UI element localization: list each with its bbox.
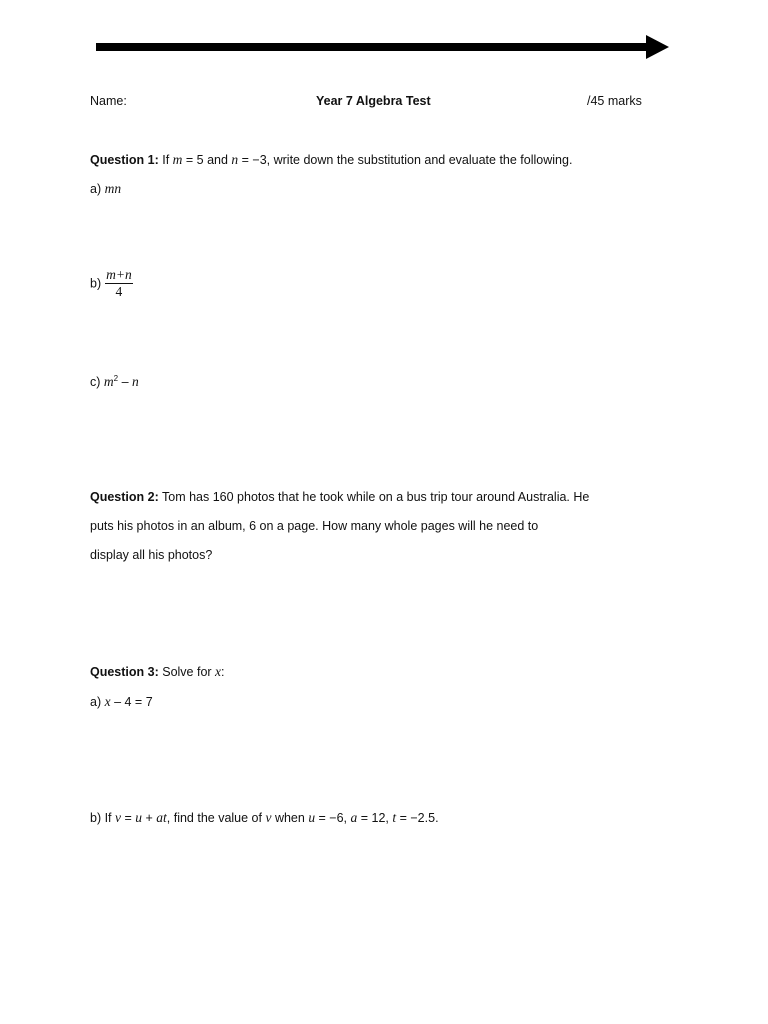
question-3a: a) x – 4 = 7 (90, 694, 153, 709)
question-3-intro: Question 3: Solve for x: (90, 664, 225, 679)
question-3b: b) If v = u + at, find the value of v when u = −6, a = 12, t = −2.5. (90, 810, 439, 825)
page-title: Year 7 Algebra Test (316, 94, 431, 108)
question-1-label: Question 1: (90, 153, 159, 167)
question-2-line-3: display all his photos? (90, 548, 213, 562)
question-1a: a) mn (90, 181, 122, 196)
fraction-denominator: 4 (115, 284, 123, 299)
question-1c: c) $m^2$ – n (90, 374, 139, 390)
question-1b-fraction (105, 268, 133, 299)
question-2-line-2: puts his photos in an album, 6 on a page. How many whole pages will he need to (90, 519, 539, 533)
question-2-line-1: Question 2: Tom has 160 photos that he took while on a bus trip tour around Australia. He (90, 490, 590, 504)
question-3-label: Question 3: (90, 665, 159, 679)
question-2-label: Question 2: (90, 490, 159, 504)
arrow-line (96, 43, 648, 51)
name-label: Name: (90, 94, 127, 108)
question-1-intro: Question 1: If m = 5 and n = −3, write down the substitution and evaluate the following. (90, 152, 573, 167)
total-marks: /45 marks (587, 94, 642, 108)
question-1a-expression: mn (104, 181, 122, 196)
fraction-numerator: m+n (106, 267, 132, 282)
question-1b: b) $\frac{m+n}{4}$ (90, 267, 132, 299)
arrow-head-icon (646, 35, 669, 59)
